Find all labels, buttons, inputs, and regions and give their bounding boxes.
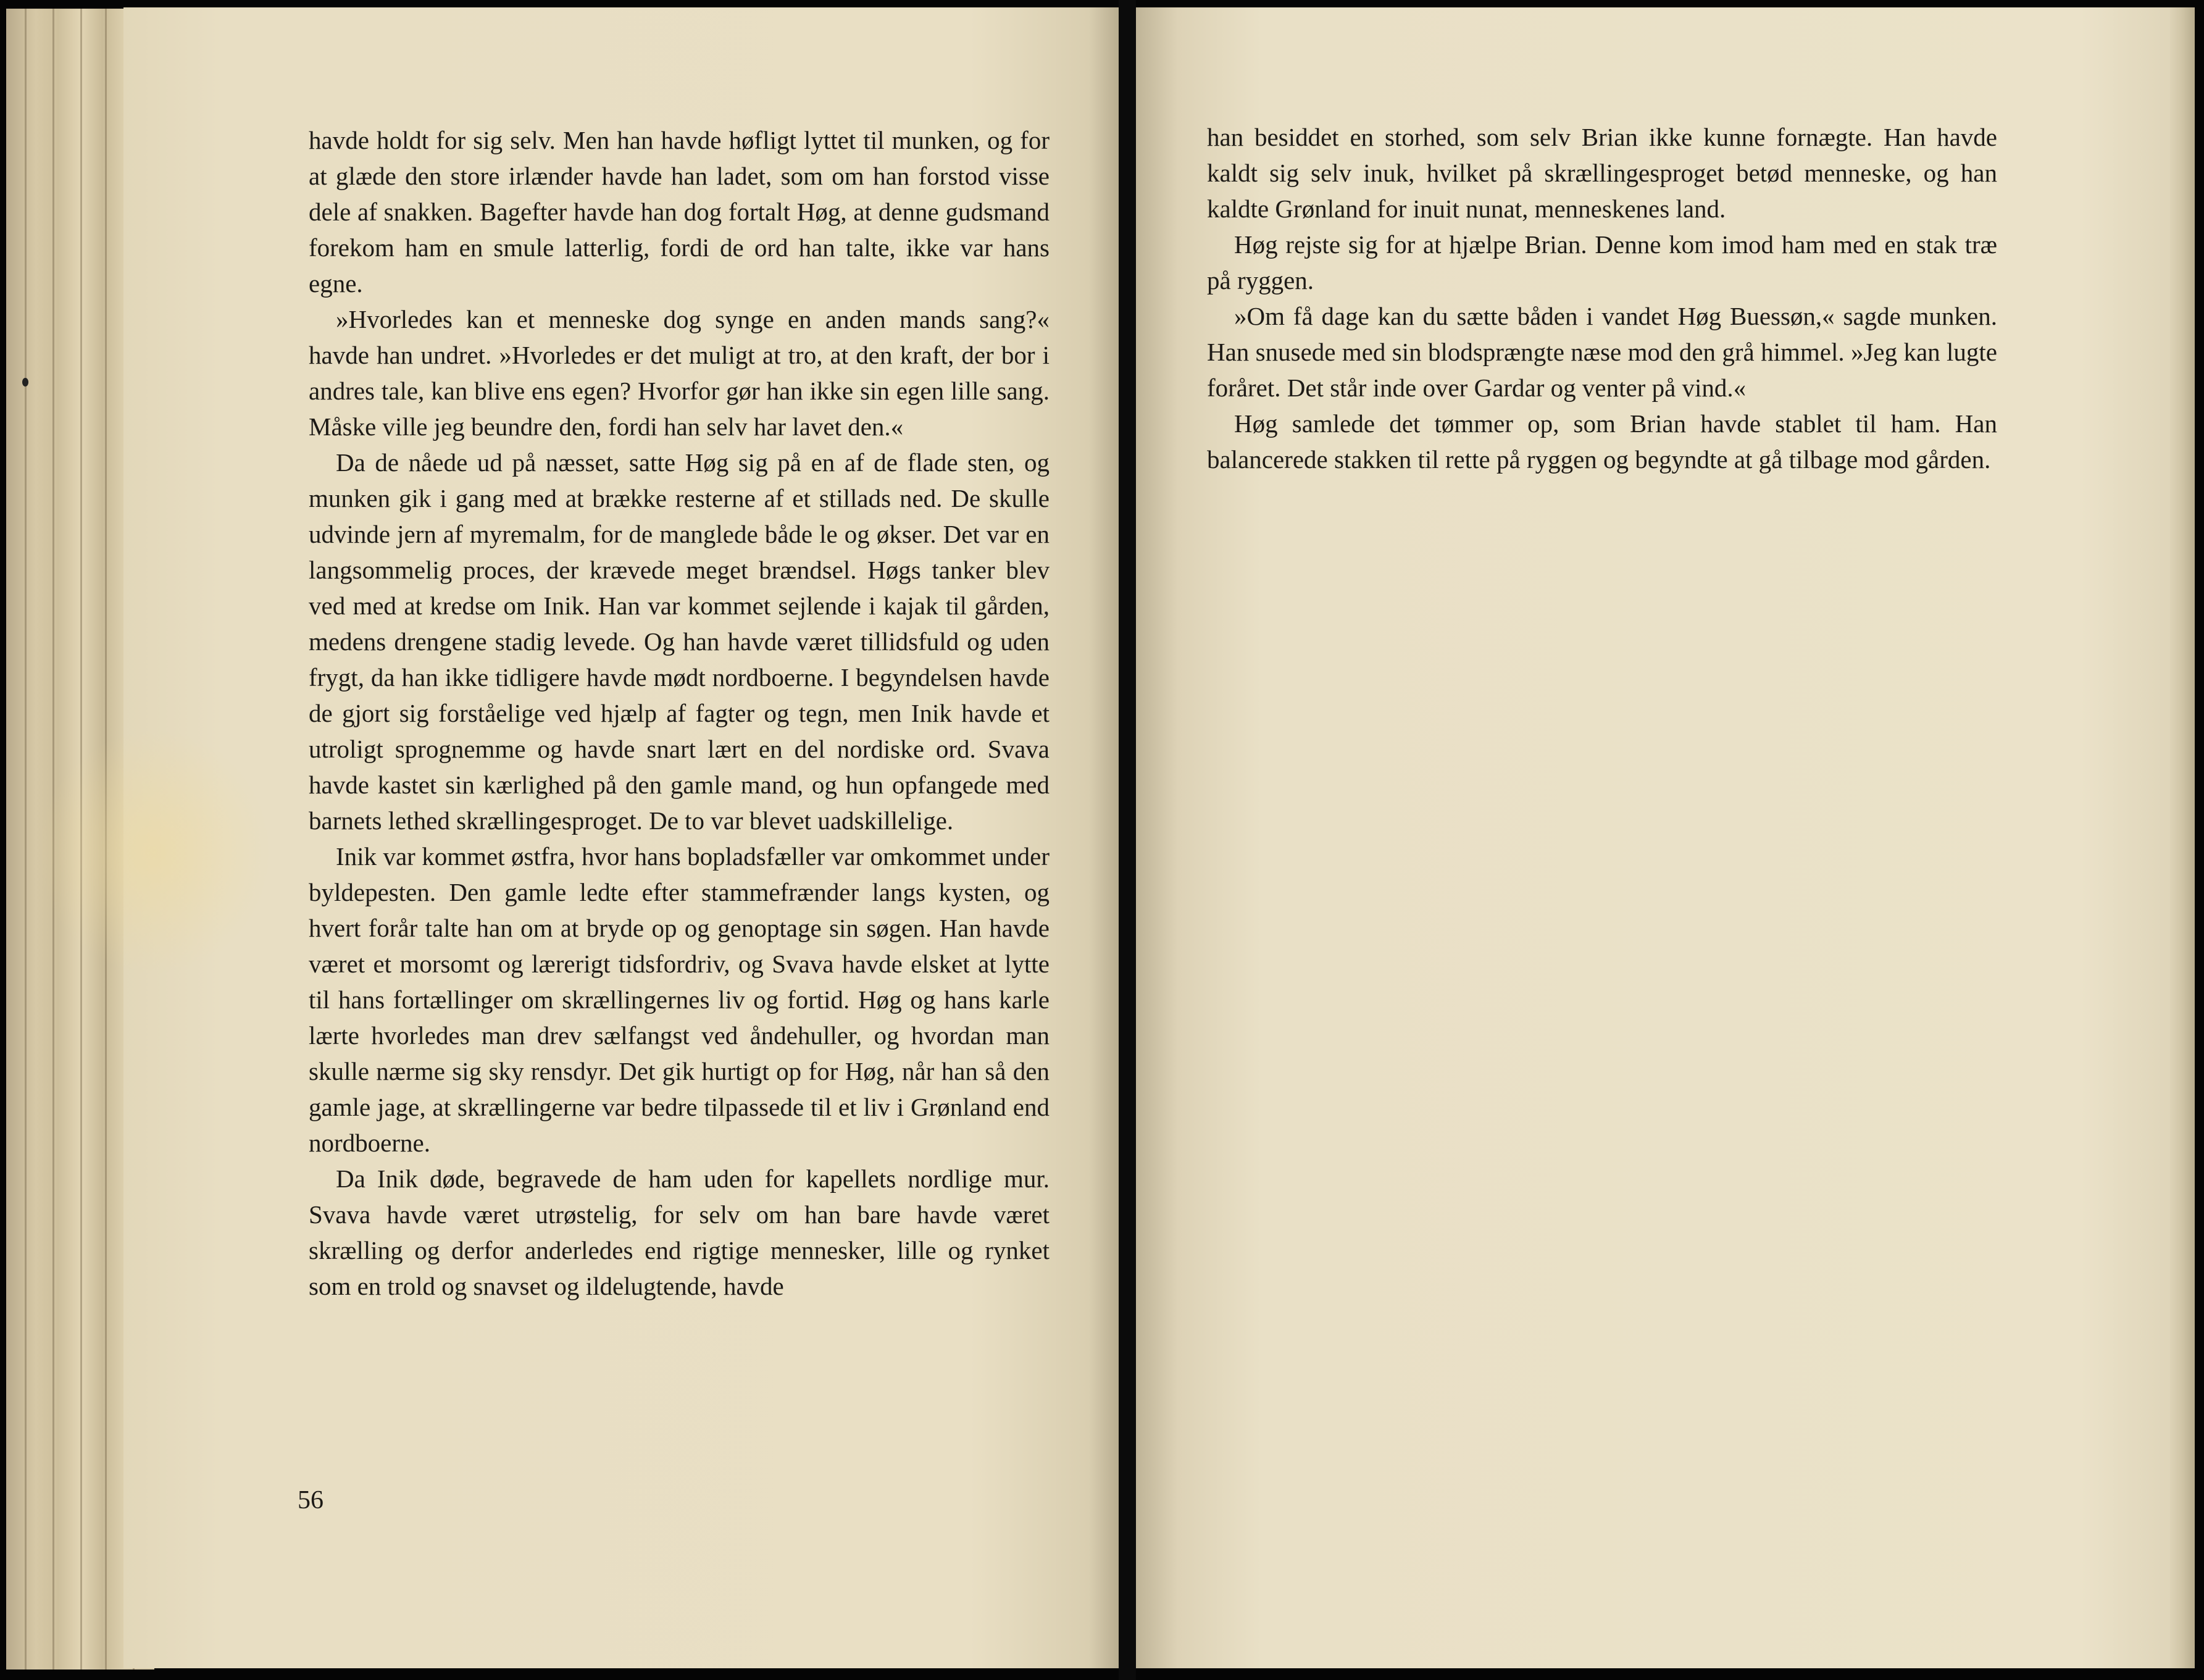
page-number: 56 xyxy=(298,1486,324,1515)
right-page-text xyxy=(1207,119,1997,477)
paragraph: han besiddet en storhed, som selv Brian ikke kunne fornægte. Han havde kaldt sig selv inuk, hvilket på skrællingesproget betød menneske, og han kaldte Grønland for inuit nunat, menneskenes land. xyxy=(1207,123,1997,223)
paragraph: Høg samlede det tømmer op, som Brian havde stablet til ham. Han balancerede stakken til rette på ryggen og begyndte at gå tilbage mod gården. xyxy=(1207,409,1997,474)
paragraph: »Hvorledes kan et menneske dog synge en anden mands sang?« havde han undret. »Hvorledes er det muligt at tro, at den kraft, der bor i andres tale, kan blive ens egen? Hvorfor gør han ikke sin egen lille sang. Måske ville jeg beundre den, fordi han selv har lavet den.« xyxy=(309,305,1050,441)
paragraph: Da Inik døde, begravede de ham uden for kapellets nordlige mur. Svava havde været utrøstelig, for selv om han bare havde været skrælling og derfor anderledes end rigtige mennesker, lille og rynket som en trold og snavset og ildelugtende, havde xyxy=(309,1164,1050,1300)
paragraph: Høg rejste sig for at hjælpe Brian. Denne kom imod ham med en stak træ på ryggen. xyxy=(1207,230,1997,295)
paragraph: Da de nåede ud på næsset, satte Høg sig på en af de flade sten, og munken gik i gang med at brække resterne af et stillads ned. De skulle udvinde jern af myremalm, for de manglede både le og økser. Det var en langsommelig proces, der krævede meget brændsel. Høgs tanker blev ved med at kredse om Inik. Han var kommet sejlende i kajak til gården, medens drengene stadig levede. Og han havde været tillidsfuld og uden frygt, da han ikke tidligere havde mødt nordboerne. I begyndelsen havde de gjort sig forståelige ved hjælp af fagter og tegn, men Inik havde et utroligt sprognemme og havde snart lært en del nordiske ord. Svava havde kastet sin kærlighed på den gamle mand, og hun opfangede med barnets lethed skrællingesproget. De to var blevet uadskillelige. xyxy=(309,448,1050,835)
right-page-edge xyxy=(2170,7,2195,1668)
book-gutter xyxy=(1119,0,1136,1680)
paragraph: havde holdt for sig selv. Men han havde høfligt lyttet til munken, og for at glæde den store irlænder havde han ladet, som om han forstod visse dele af snakken. Bagefter havde han dog fortalt Høg, at denne gudsmand forekom ham en smule latterlig, fordi de ord han talte, ikke var hans egne. xyxy=(309,126,1050,298)
paragraph: Inik var kommet østfra, hvor hans bopladsfæller var omkommet under byldepesten. Den gamle ledte efter stammefrænder langs kysten, og hvert forår talte han om at bryde op og genoptage sin søgen. Han havde været et morsomt og lærerigt tidsfordriv, og Svava havde elsket at lytte til hans fortællinger om skrællingernes liv og fortid. Høg og hans karle lærte hvorledes man drev sælfangst ved åndehuller, og hvordan man skulle nærme sig sky rensdyr. Det gik hurtigt op for Høg, når han så den gamle jage, at skrællingerne var bedre tilpassede til et liv i Grønland end nordboerne. xyxy=(309,842,1050,1157)
left-page-text xyxy=(309,122,1050,1304)
ink-mark xyxy=(22,378,28,387)
paragraph: »Om få dage kan du sætte båden i vandet Høg Buessøn,« sagde munken. Han snusede med sin blodsprængte næse mod den grå himmel. »Jeg kan lugte foråret. Det står inde over Gardar og venter på vind.« xyxy=(1207,302,1997,402)
light-glare xyxy=(37,729,272,976)
page-edge-line xyxy=(25,9,27,1670)
